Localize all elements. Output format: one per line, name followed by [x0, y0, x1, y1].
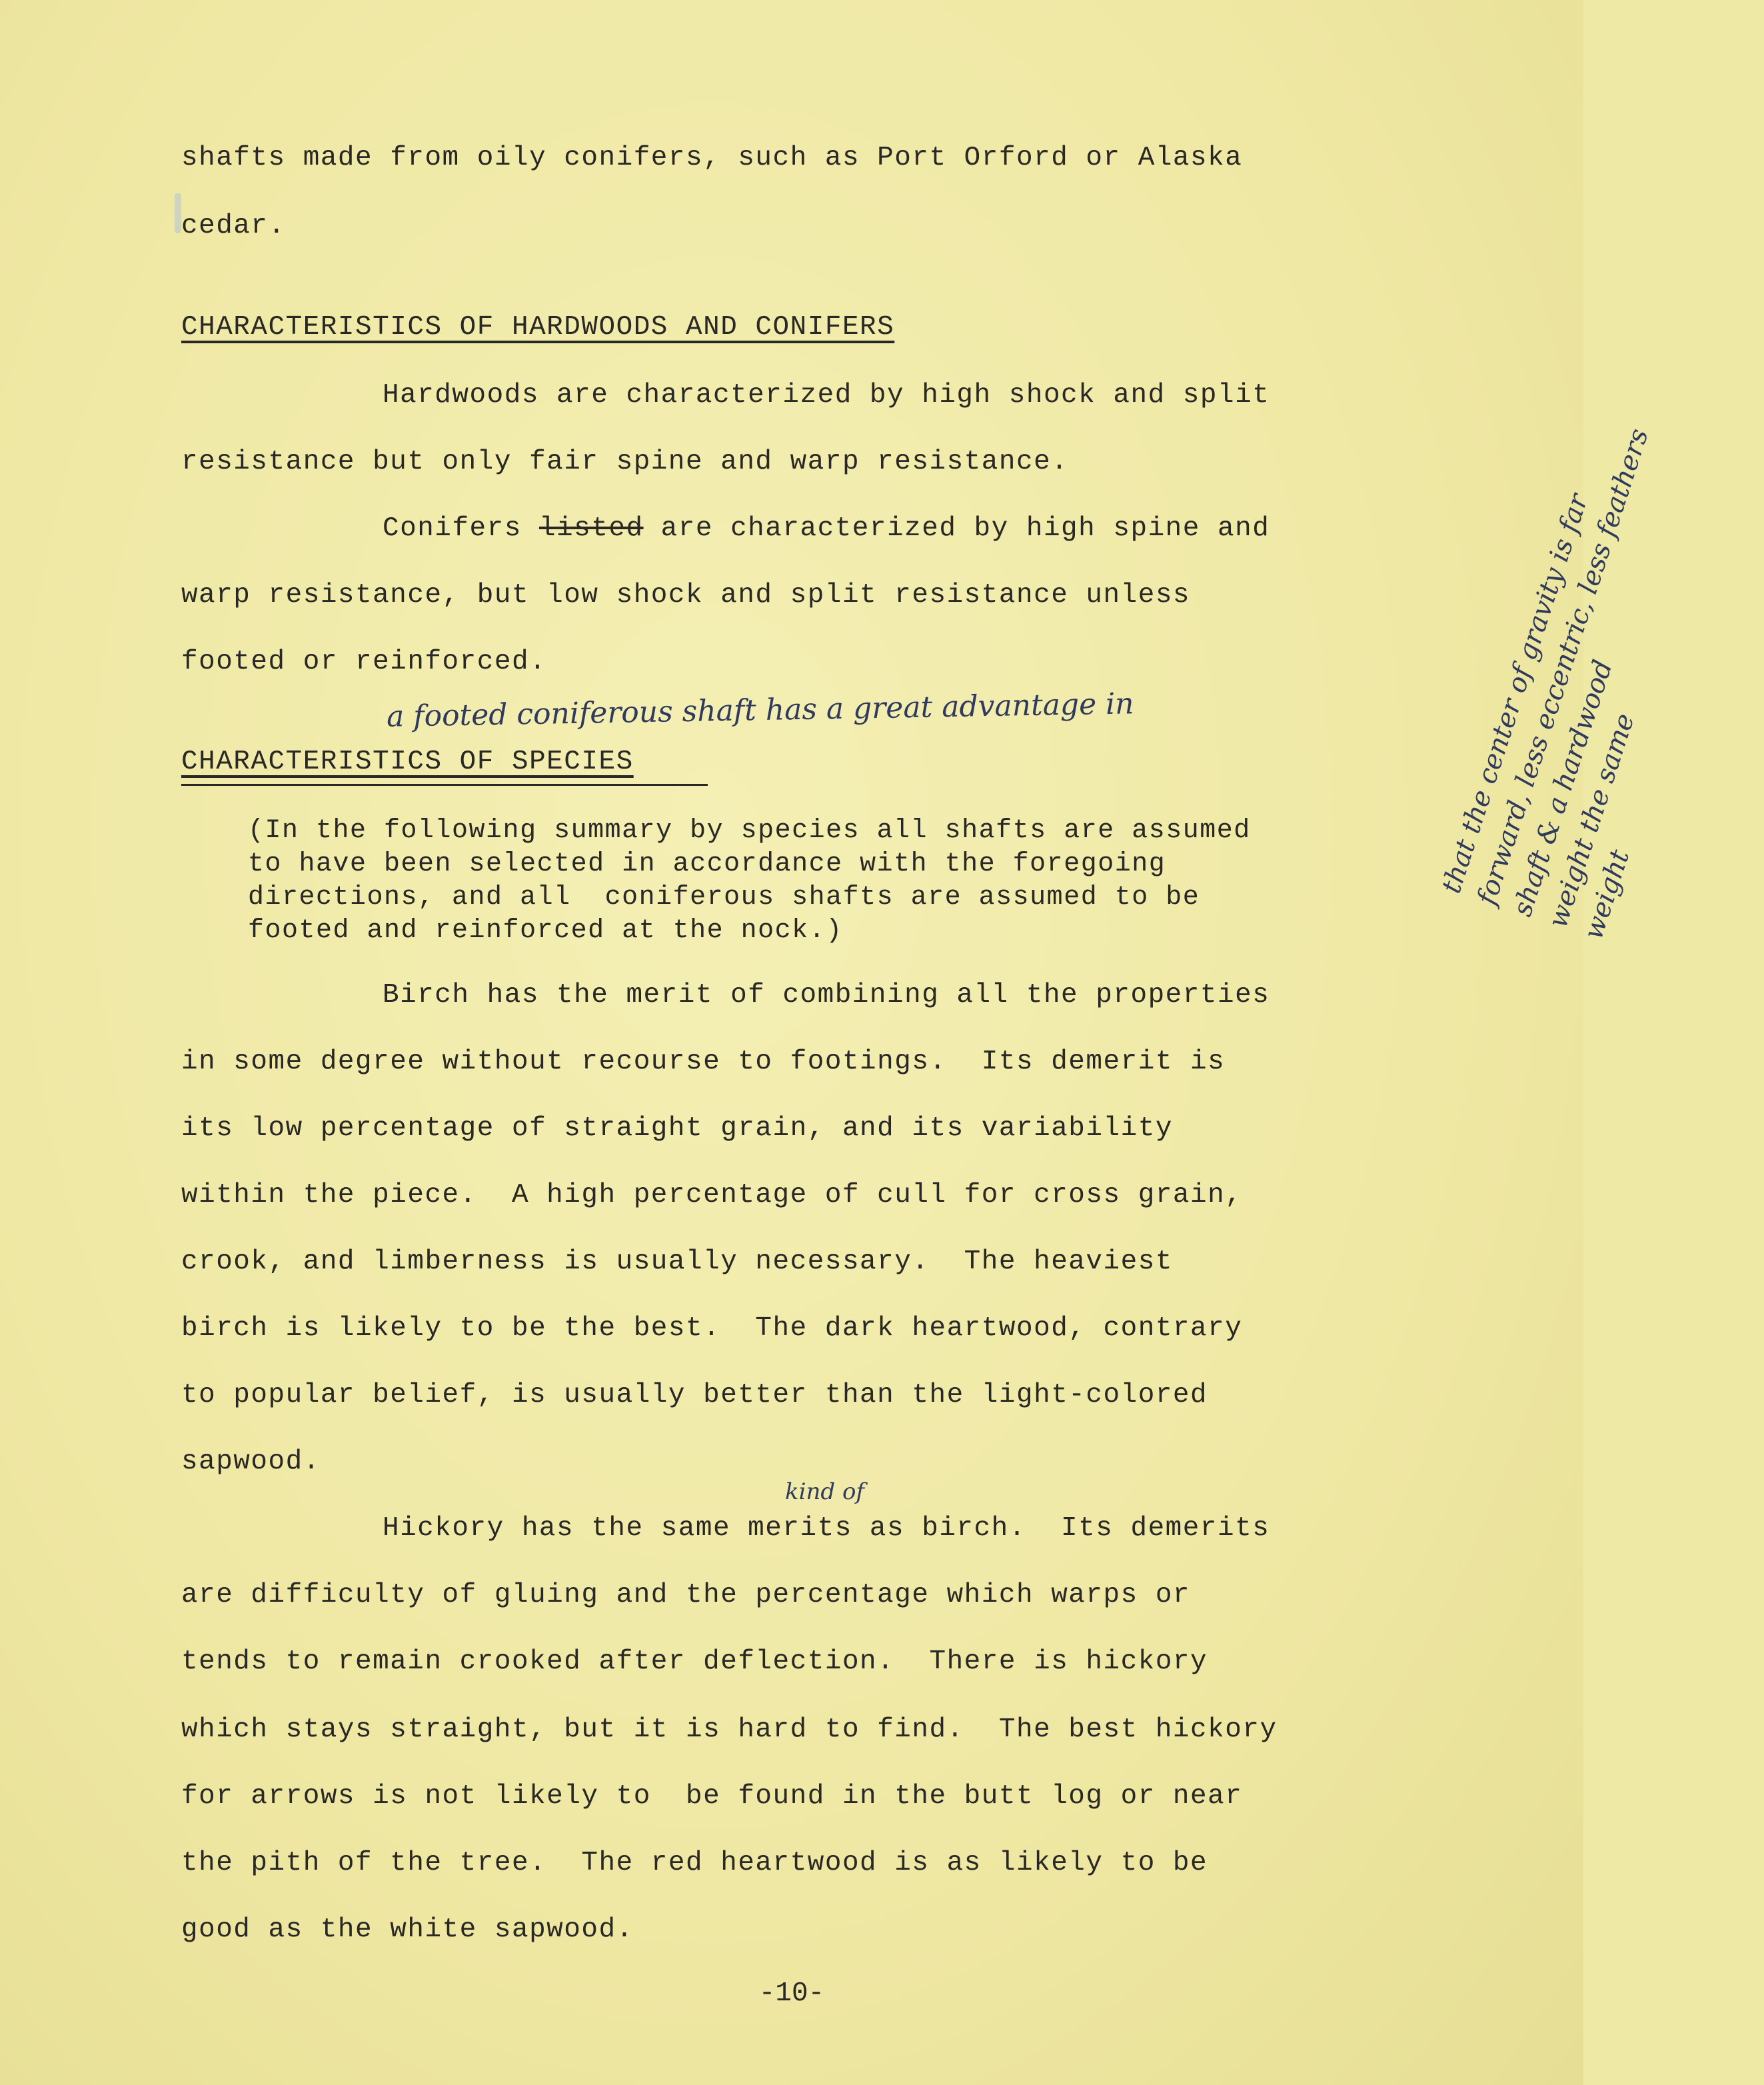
text-line: (In the following summary by species all shafts are assumed — [248, 816, 1251, 846]
heading-underline — [181, 784, 708, 786]
text-segment: are characterized by high spine and — [643, 513, 1270, 544]
text-line: Birch has the merit of combining all the properties — [383, 980, 1270, 1011]
text-line: Hardwoods are characterized by high shock and split — [383, 380, 1270, 411]
text-line: which stays straight, but it is hard to find. The best hickory — [181, 1714, 1278, 1745]
text-line: in some degree without recourse to footings. Its demerit is — [181, 1046, 1226, 1077]
text-line: footed or reinforced. — [181, 647, 547, 677]
text-line: crook, and limberness is usually necessary. The heaviest — [181, 1246, 1173, 1277]
text-line: good as the white sapwood. — [181, 1914, 634, 1945]
handwritten-margin-note: that the center of gravity is far forward, less eccentric, less feathers shaft & a hardwood weight the same weight — [1435, 425, 1655, 943]
text-line: the pith of the tree. The red heartwood is as likely to be — [181, 1848, 1208, 1878]
text-line: are difficulty of gluing and the percentage which warps or — [181, 1580, 1191, 1610]
page-number: -10- — [758, 1978, 825, 2009]
text-line: birch is likely to be the best. The dark heartwood, contrary — [181, 1313, 1243, 1344]
text-line: footed and reinforced at the nock.) — [248, 916, 843, 946]
text-line: resistance but only fair spine and warp resistance. — [181, 447, 1069, 477]
text-line: tends to remain crooked after deflection. There is hickory — [181, 1646, 1208, 1677]
text-line: sapwood. — [181, 1446, 321, 1477]
text-line: shafts made from oily conifers, such as Port Orford or Alaska — [181, 143, 1243, 173]
text-line: Hickory has the same merits as birch. Its demerits — [383, 1513, 1270, 1544]
text-line: to popular belief, is usually better than the light-colored — [181, 1380, 1208, 1410]
text-segment: Conifers — [383, 513, 539, 544]
text-line — [383, 513, 1270, 544]
text-line: directions, and all coniferous shafts are assumed to be — [248, 883, 1200, 913]
text-line: within the piece. A high percentage of cull for cross grain, — [181, 1180, 1243, 1210]
handwritten-insert: a footed coniferous shaft has a great advantage in — [386, 687, 1134, 734]
text-line: warp resistance, but low shock and split resistance unless — [181, 580, 1191, 611]
section-heading-hardwoods-conifers: CHARACTERISTICS OF HARDWOODS AND CONIFERS — [181, 312, 895, 343]
text-line: for arrows is not likely to be found in the butt log or near — [181, 1781, 1243, 1812]
handwritten-insert: kind of — [785, 1478, 864, 1505]
text-line: cedar. — [181, 211, 286, 241]
ink-smudge — [175, 193, 181, 233]
text-line: to have been selected in accordance with the foregoing — [248, 849, 1166, 879]
struck-word: listed — [538, 513, 644, 544]
text-line: its low percentage of straight grain, and its variability — [181, 1113, 1173, 1144]
section-heading-species: CHARACTERISTICS OF SPECIES — [181, 747, 634, 777]
